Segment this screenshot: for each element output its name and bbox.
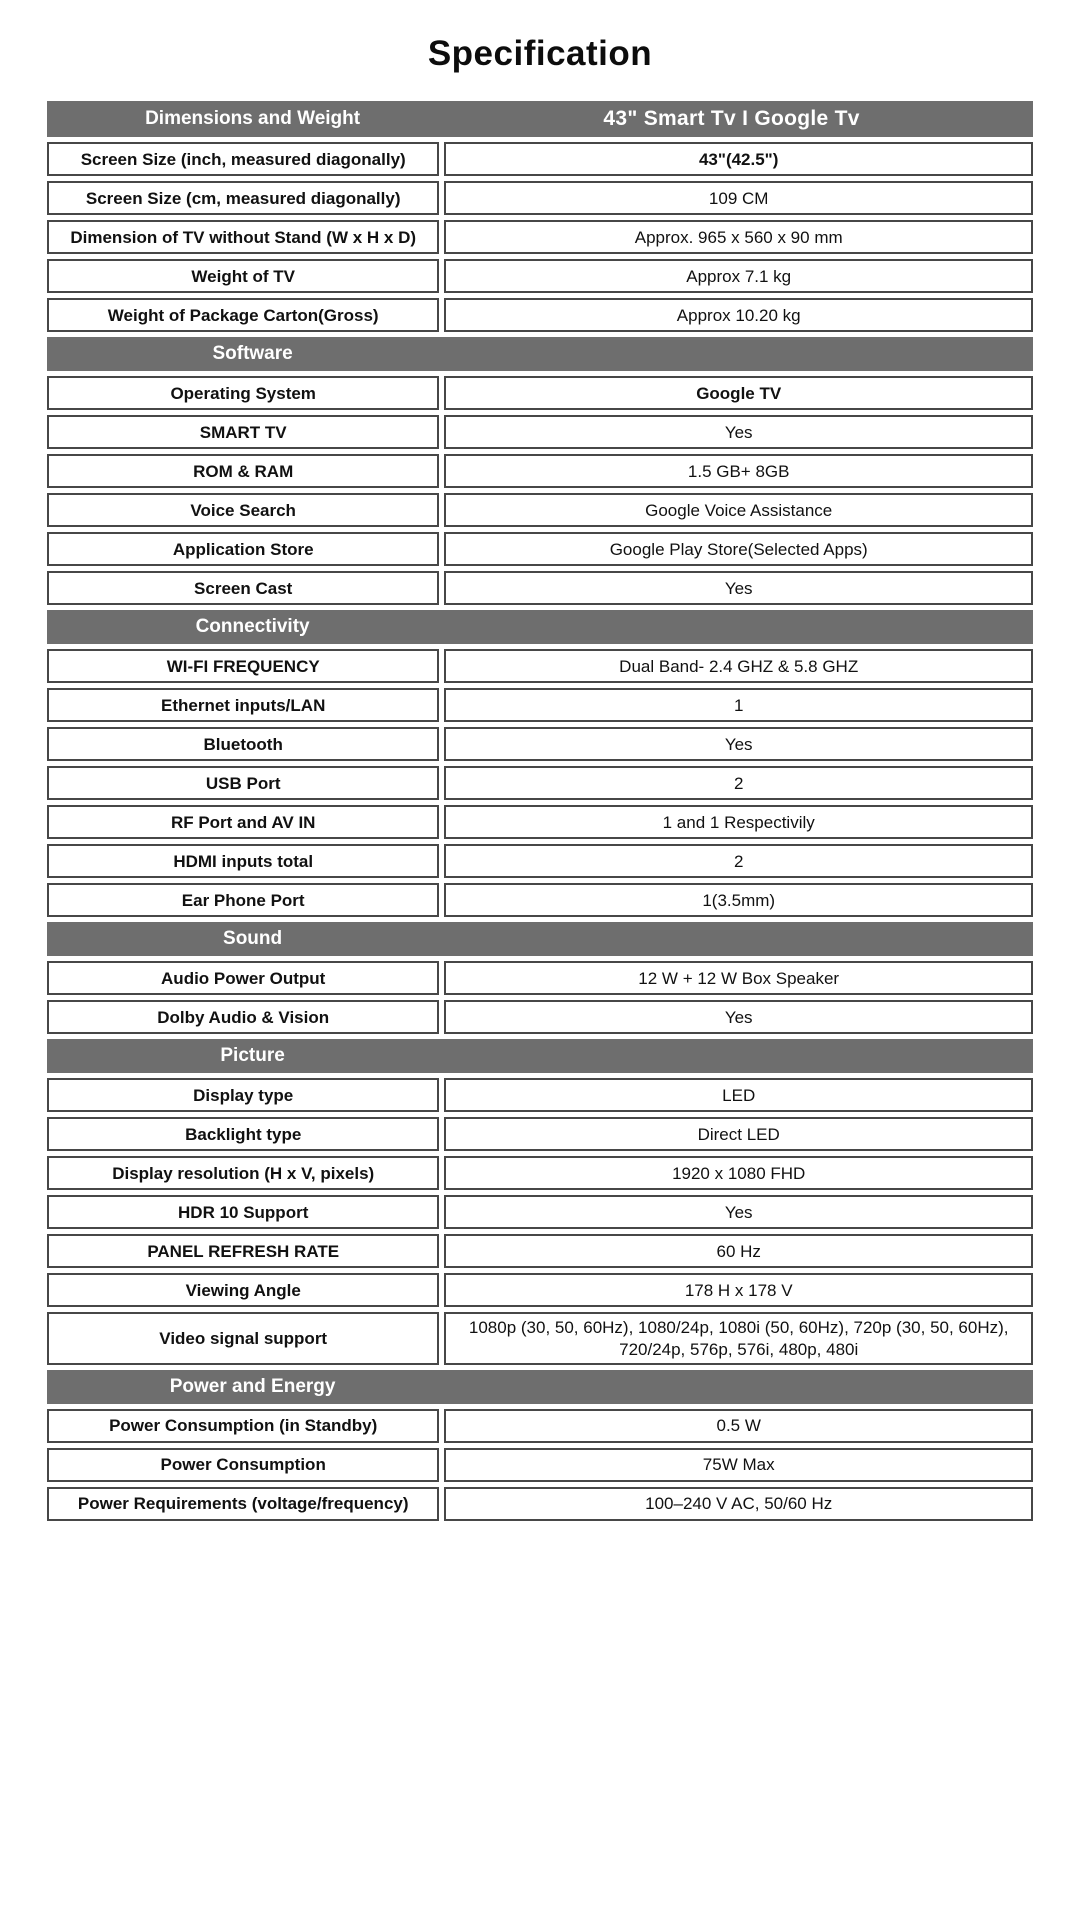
- spec-row: [47, 220, 1033, 254]
- row-label: Ethernet inputs/LAN: [47, 688, 439, 722]
- row-value: Google Voice Assistance: [444, 493, 1033, 527]
- row-label: Backlight type: [47, 1117, 439, 1151]
- row-value: 2: [444, 844, 1033, 878]
- spec-row: [47, 1078, 1033, 1112]
- row-label: Display resolution (H x V, pixels): [47, 1156, 439, 1190]
- spec-row: [47, 649, 1033, 683]
- spec-row: [47, 1448, 1033, 1482]
- section-header-cell: [47, 922, 1033, 956]
- section-label: Picture: [220, 1045, 285, 1067]
- row-value: 0.5 W: [444, 1409, 1033, 1443]
- row-value: Yes: [444, 1195, 1033, 1229]
- spec-row: [47, 571, 1033, 605]
- spec-row: [47, 883, 1033, 917]
- section-header-row: [47, 337, 1033, 371]
- spec-row: [47, 142, 1033, 176]
- row-value: Approx. 965 x 560 x 90 mm: [444, 220, 1033, 254]
- row-value: Approx 10.20 kg: [444, 298, 1033, 332]
- spec-table: [42, 96, 1038, 1526]
- header-product-title: 43" Smart Tv I Google Tv: [603, 107, 860, 130]
- row-value: Google TV: [444, 376, 1033, 410]
- row-value: 43"(42.5"): [444, 142, 1033, 176]
- row-value: Yes: [444, 727, 1033, 761]
- row-value: 109 CM: [444, 181, 1033, 215]
- row-value: 75W Max: [444, 1448, 1033, 1482]
- header-left-title: Dimensions and Weight: [145, 108, 361, 130]
- section-header-row: [47, 610, 1033, 644]
- section-header-cell: [47, 1039, 1033, 1073]
- row-value: 12 W + 12 W Box Speaker: [444, 961, 1033, 995]
- spec-row: [47, 727, 1033, 761]
- page-title: Specification: [427, 34, 653, 73]
- spec-row: [47, 1409, 1033, 1443]
- row-label: Power Consumption (in Standby): [47, 1409, 439, 1443]
- row-label: PANEL REFRESH RATE: [47, 1234, 439, 1268]
- spec-row: [47, 844, 1033, 878]
- row-label: ROM & RAM: [47, 454, 439, 488]
- section-header-cell: [47, 337, 1033, 371]
- spec-row: [47, 181, 1033, 215]
- row-label: Weight of Package Carton(Gross): [47, 298, 439, 332]
- row-label: Ear Phone Port: [47, 883, 439, 917]
- row-value: 1: [444, 688, 1033, 722]
- row-label: Dolby Audio & Vision: [47, 1000, 439, 1034]
- row-value: Approx 7.1 kg: [444, 259, 1033, 293]
- spec-row: [47, 1234, 1033, 1268]
- spec-row: [47, 415, 1033, 449]
- row-value: 100–240 V AC, 50/60 Hz: [444, 1487, 1033, 1521]
- row-label: Video signal support: [47, 1312, 439, 1365]
- row-value: Direct LED: [444, 1117, 1033, 1151]
- section-label: Software: [212, 343, 293, 365]
- row-label: USB Port: [47, 766, 439, 800]
- row-label: WI-FI FREQUENCY: [47, 649, 439, 683]
- row-label: RF Port and AV IN: [47, 805, 439, 839]
- section-header-row: [47, 922, 1033, 956]
- row-label: Display type: [47, 1078, 439, 1112]
- section-header-cell: [47, 610, 1033, 644]
- spec-row: [47, 688, 1033, 722]
- row-value: Dual Band- 2.4 GHZ & 5.8 GHZ: [444, 649, 1033, 683]
- row-label: Operating System: [47, 376, 439, 410]
- spec-row: [47, 493, 1033, 527]
- row-value: 178 H x 178 V: [444, 1273, 1033, 1307]
- row-value: Yes: [444, 415, 1033, 449]
- section-label: Connectivity: [195, 616, 310, 638]
- row-value: 2: [444, 766, 1033, 800]
- row-value: 1920 x 1080 FHD: [444, 1156, 1033, 1190]
- spec-row: [47, 1117, 1033, 1151]
- row-label: Power Consumption: [47, 1448, 439, 1482]
- row-label: Bluetooth: [47, 727, 439, 761]
- row-label: Viewing Angle: [47, 1273, 439, 1307]
- row-label: Screen Cast: [47, 571, 439, 605]
- row-label: Dimension of TV without Stand (W x H x D): [47, 220, 439, 254]
- spec-row: [47, 805, 1033, 839]
- row-label: Voice Search: [47, 493, 439, 527]
- row-value: 1 and 1 Respectivily: [444, 805, 1033, 839]
- row-label: HDR 10 Support: [47, 1195, 439, 1229]
- row-value: 1(3.5mm): [444, 883, 1033, 917]
- spec-row: [47, 1273, 1033, 1307]
- row-value: Google Play Store(Selected Apps): [444, 532, 1033, 566]
- section-label: Power and Energy: [169, 1375, 336, 1397]
- section-header-row: [47, 1039, 1033, 1073]
- spec-row: [47, 1156, 1033, 1190]
- row-value: 60 Hz: [444, 1234, 1033, 1268]
- spec-row: [47, 766, 1033, 800]
- spec-row: [47, 532, 1033, 566]
- spec-row: [47, 1195, 1033, 1229]
- table-header-cell: [47, 101, 1033, 137]
- spec-row: [47, 1487, 1033, 1521]
- row-label: Audio Power Output: [47, 961, 439, 995]
- row-value: Yes: [444, 571, 1033, 605]
- row-label: Screen Size (cm, measured diagonally): [47, 181, 439, 215]
- spec-row: [47, 1000, 1033, 1034]
- row-value: Yes: [444, 1000, 1033, 1034]
- row-label: Application Store: [47, 532, 439, 566]
- spec-row: [47, 454, 1033, 488]
- table-header-row: [47, 101, 1033, 137]
- spec-row: [47, 298, 1033, 332]
- section-label: Sound: [223, 928, 283, 950]
- row-label: SMART TV: [47, 415, 439, 449]
- row-value: 1080p (30, 50, 60Hz), 1080/24p, 1080i (50, 60Hz), 720p (30, 50, 60Hz), 720/24p, 576p, 576i, 480p, 480i: [444, 1312, 1033, 1365]
- row-value: LED: [444, 1078, 1033, 1112]
- row-label: Power Requirements (voltage/frequency): [47, 1487, 439, 1521]
- row-value: 1.5 GB+ 8GB: [444, 454, 1033, 488]
- spec-row: [47, 1312, 1033, 1365]
- spec-row: [47, 259, 1033, 293]
- section-header-cell: [47, 1370, 1033, 1404]
- spec-row: [47, 961, 1033, 995]
- row-label: Weight of TV: [47, 259, 439, 293]
- section-header-row: [47, 1370, 1033, 1404]
- spec-row: [47, 376, 1033, 410]
- row-label: HDMI inputs total: [47, 844, 439, 878]
- row-label: Screen Size (inch, measured diagonally): [47, 142, 439, 176]
